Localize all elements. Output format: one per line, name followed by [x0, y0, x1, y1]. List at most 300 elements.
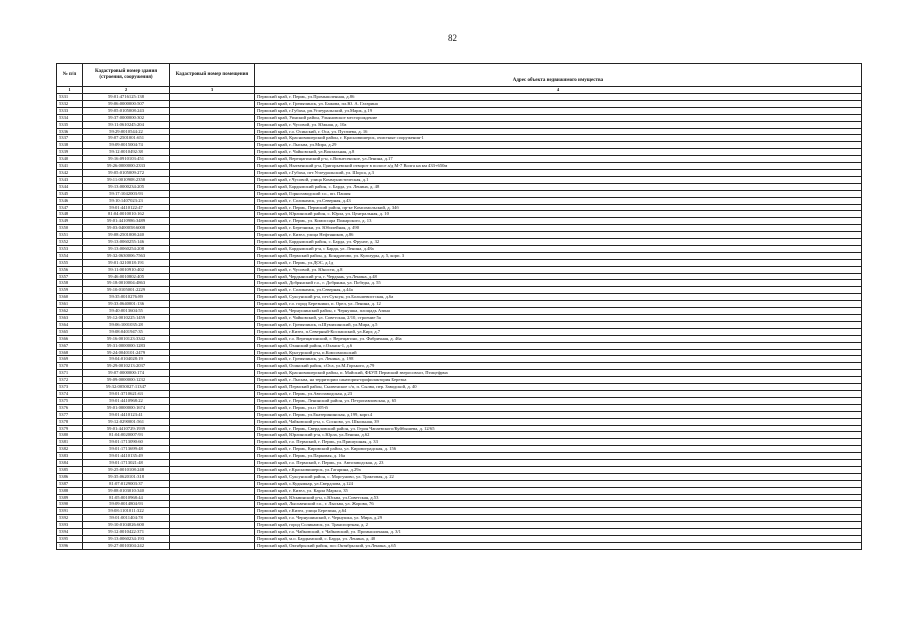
property-address: Пермский край, Нытвенский р-н, Григорьевский отворот в полосе а/д М-7 Волга на км 433+650м	[255, 163, 862, 170]
row-number: 5345	[57, 190, 83, 197]
cadastral-building-number: 59:06:1001035:28	[83, 321, 170, 328]
row-number: 5333	[57, 107, 83, 114]
cadastral-building-number: 59:11:0610245:204	[83, 121, 170, 128]
table-row	[57, 384, 862, 391]
cadastral-room-number	[170, 370, 255, 377]
row-number: 5390	[57, 501, 83, 508]
property-address: Пермский край, Чайковский р-н, с. Сосново, ул. Школьная, 39	[255, 418, 862, 425]
cadastral-building-number: 59:25:0010108:248	[83, 466, 170, 473]
cadastral-building-number: 59:33:0640001:136	[83, 301, 170, 308]
cadastral-building-number: 59:01:0000000:1674	[83, 404, 170, 411]
table-row	[57, 466, 862, 473]
cadastral-building-number: 59:35:0620101:318	[83, 473, 170, 480]
property-address: Пермский край, Пермский район, д. Кондратово, ул. Культуры, д. 5, корп. 3	[255, 252, 862, 259]
table-row	[57, 411, 862, 418]
cadastral-room-number	[170, 273, 255, 280]
row-number: 5380	[57, 432, 83, 439]
cadastral-building-number: 81:05:0010968:44	[83, 494, 170, 501]
cadastral-building-number: 59:18:0010004:4863	[83, 280, 170, 287]
row-number: 5336	[57, 128, 83, 135]
table-row	[57, 273, 862, 280]
row-number: 5385	[57, 466, 83, 473]
table-row	[57, 232, 862, 239]
cadastral-building-number: 59:03:0400058:6008	[83, 225, 170, 232]
cadastral-room-number	[170, 266, 255, 273]
cadastral-building-number: 59:06:0000000:507	[83, 100, 170, 107]
property-address: Пермский край, Осинский район, г.Оса, ул.М.Горького, д.79	[255, 363, 862, 370]
table-row	[57, 356, 862, 363]
row-number: 5347	[57, 204, 83, 211]
cadastral-room-number	[170, 377, 255, 384]
cadastral-room-number	[170, 308, 255, 315]
table-row	[57, 301, 862, 308]
cadastral-room-number	[170, 404, 255, 411]
table-row	[57, 460, 862, 467]
cadastral-room-number	[170, 363, 255, 370]
cadastral-building-number: 59:10:1407023:23	[83, 197, 170, 204]
cadastral-building-number: 59:40:0013604:55	[83, 308, 170, 315]
table-row	[57, 107, 862, 114]
header-num: № п/п	[57, 64, 83, 87]
property-address: Пермский край, г. Лысьва, ул.Мира, д.29	[255, 142, 862, 149]
cadastral-room-number	[170, 183, 255, 190]
row-number: 5377	[57, 411, 83, 418]
table-row	[57, 225, 862, 232]
cadastral-room-number	[170, 94, 255, 101]
property-address: Пермский край, Юрлинский р-н, с.Юрла, ул.Ленина, д.62	[255, 432, 862, 439]
header-address: Адрес объекта недвижимого имущества	[255, 64, 862, 87]
row-number: 5359	[57, 287, 83, 294]
row-number: 5342	[57, 169, 83, 176]
column-number: 4	[255, 87, 862, 94]
cadastral-building-number: 59:01:4410123:41	[83, 411, 170, 418]
property-address: Пермский край, г. Соликамск, ул.Северная, д.44а	[255, 287, 862, 294]
row-number: 5392	[57, 515, 83, 522]
property-address: Пермский край, г. Чусовой, ул. Южная, д. 10а	[255, 121, 862, 128]
cadastral-building-number: 59:07:2501001:651	[83, 135, 170, 142]
cadastral-room-number	[170, 294, 255, 301]
property-address: Пермский край, г.о. Чернушинский, г. Чернушка, ул. Мира, д.29	[255, 515, 862, 522]
row-number: 5391	[57, 508, 83, 515]
cadastral-building-number: 59:05:0105008:243	[83, 107, 170, 114]
property-address: Пермский край, г. Пермь, ул.Автозаводская, д.23	[255, 390, 862, 397]
table-row	[57, 321, 862, 328]
cadastral-building-number: 59:01:4716125:138	[83, 94, 170, 101]
table-row	[57, 418, 862, 425]
cadastral-building-number: 59:12:0010422:371	[83, 529, 170, 536]
table-row	[57, 190, 862, 197]
row-number: 5332	[57, 100, 83, 107]
property-address: Пермский край, г.Кизел, п.Северный-Коспашский, ул.Кирг, д.7	[255, 328, 862, 335]
table-row	[57, 494, 862, 501]
table-row	[57, 522, 862, 529]
row-number: 5370	[57, 363, 83, 370]
cadastral-room-number	[170, 508, 255, 515]
cadastral-room-number	[170, 190, 255, 197]
table-row	[57, 287, 862, 294]
row-number: 5393	[57, 522, 83, 529]
table-row	[57, 266, 862, 273]
row-number: 5389	[57, 494, 83, 501]
property-address: Пермский край, г. Пермь, ул.Промышленная, д.86	[255, 94, 862, 101]
property-address: Пермский край, Горнозаводский г.о., пп. Пашия	[255, 190, 862, 197]
property-address: Пермский край, г. Пермь, ул.Парковая, д. 16а	[255, 453, 862, 460]
property-address: Пермский край, город Соликамск, ул. Транспортная, д. 2	[255, 522, 862, 529]
cadastral-room-number	[170, 425, 255, 432]
cadastral-room-number	[170, 121, 255, 128]
cadastral-room-number	[170, 149, 255, 156]
cadastral-room-number	[170, 321, 255, 328]
table-row	[57, 335, 862, 342]
table-row	[57, 294, 862, 301]
cadastral-room-number	[170, 328, 255, 335]
cadastral-building-number: 59:29:0010213:2037	[83, 363, 170, 370]
property-address: Пермский край, г. Пермь, ул.п 105-й	[255, 404, 862, 411]
property-address: Пермский край, Добрянский г.о., г. Добрянка, ул. Победы, д. 55	[255, 280, 862, 287]
row-number: 5348	[57, 211, 83, 218]
cadastral-room-number	[170, 287, 255, 294]
table-row	[57, 204, 862, 211]
cadastral-building-number: 59:08:0103010:340	[83, 487, 170, 494]
table-row	[57, 425, 862, 432]
cadastral-building-number: 59:07:0000000:174	[83, 370, 170, 377]
cadastral-room-number	[170, 169, 255, 176]
cadastral-building-number: 59:32:0630006:7563	[83, 252, 170, 259]
row-number: 5382	[57, 446, 83, 453]
table-row	[57, 453, 862, 460]
cadastral-room-number	[170, 156, 255, 163]
row-number: 5338	[57, 142, 83, 149]
row-number: 5339	[57, 149, 83, 156]
table-row	[57, 515, 862, 522]
cadastral-building-number: 59:01:4410968:22	[83, 397, 170, 404]
table-row	[57, 473, 862, 480]
table-body	[57, 94, 862, 550]
cadastral-building-number: 59:04:0104028:19	[83, 356, 170, 363]
row-number: 5383	[57, 453, 83, 460]
cadastral-room-number	[170, 218, 255, 225]
property-address: Пермский край, г. Гремячинск, ул. Бажова, пл.Ю. А. Гагарина	[255, 100, 862, 107]
property-address: Пермский край, г. Пермь, Кировский район, ул. Кировоградская, д. 156	[255, 446, 862, 453]
property-address: Пермский край, Кунгурский р-н, п.Комсомольский	[255, 349, 862, 356]
table-row	[57, 536, 862, 543]
column-number: 1	[57, 87, 83, 94]
property-address: Пермский край, г.о. Верещагинский, г. Верещагино, ул. Фабричная, д. 46а	[255, 335, 862, 342]
property-address: Пермский край, г. Чайковский, ул. Советская, 2/10, строение 5а	[255, 315, 862, 322]
property-address: Пермский край, Бардымский район, с. Барда, ул. Фрунзе, д. 32	[255, 239, 862, 246]
cadastral-room-number	[170, 315, 255, 322]
cadastral-building-number: 81:07:0129003:37	[83, 480, 170, 487]
cadastral-room-number	[170, 142, 255, 149]
cadastral-building-number: 59:01:3710621:63	[83, 390, 170, 397]
table-row	[57, 114, 862, 121]
row-number: 5373	[57, 384, 83, 391]
cadastral-room-number	[170, 356, 255, 363]
cadastral-room-number	[170, 542, 255, 549]
cadastral-building-number: 81:04:0020007:93	[83, 432, 170, 439]
cadastral-building-number: 59:32:0050027:11347	[83, 384, 170, 391]
cadastral-building-number: 59:01:3210018:191	[83, 259, 170, 266]
row-number: 5344	[57, 183, 83, 190]
cadastral-building-number: 59:09:0015004:74	[83, 142, 170, 149]
property-address: Пермский край, Юрлинский район, с. Юрла, ул. Центральная, д. 10	[255, 211, 862, 218]
property-address: Пермский край, г.о. Осинский, г. Оса, ул. Пугачева, д. 16	[255, 128, 862, 135]
property-address: Пермский край, Бардымский район, с. Барда, ул. Ленина, д. 48	[255, 183, 862, 190]
cadastral-building-number: 59:27:0010304:242	[83, 542, 170, 549]
property-address: Пермский край, г. Пермь, ул. Комиссара Пожарского, д. 13	[255, 218, 862, 225]
property-address: Пермский край, Суксунский р-н, пгт.Суксун, ул.Большевистская, д.6а	[255, 294, 862, 301]
cadastral-room-number	[170, 225, 255, 232]
cadastral-room-number	[170, 107, 255, 114]
table-row	[57, 149, 862, 156]
cadastral-building-number: 59:01:4410986:3489	[83, 218, 170, 225]
row-number: 5353	[57, 245, 83, 252]
table-row	[57, 176, 862, 183]
row-number: 5387	[57, 480, 83, 487]
row-number: 5358	[57, 280, 83, 287]
table-row	[57, 308, 862, 315]
cadastral-room-number	[170, 211, 255, 218]
row-number: 5374	[57, 390, 83, 397]
row-number: 5349	[57, 218, 83, 225]
row-number: 5335	[57, 121, 83, 128]
cadastral-room-number	[170, 100, 255, 107]
page-number: 82	[448, 33, 457, 43]
table-row	[57, 245, 862, 252]
row-number: 5371	[57, 370, 83, 377]
property-address: Пермский край, Верещагинский р-н, с.Вознесенское, ул.Ленина, д.17	[255, 156, 862, 163]
row-number: 5388	[57, 487, 83, 494]
cadastral-building-number: 59:37:0000000:302	[83, 114, 170, 121]
cadastral-building-number: 59:01:0011404:78	[83, 515, 170, 522]
row-number: 5378	[57, 418, 83, 425]
table-row	[57, 169, 862, 176]
row-number: 5384	[57, 460, 83, 467]
table-row	[57, 239, 862, 246]
row-number: 5379	[57, 425, 83, 432]
table-row	[57, 197, 862, 204]
table-row	[57, 342, 862, 349]
property-address: Пермский край, Юсьвинский р-н, с.Юсьва, ул.Советская, д.53	[255, 494, 862, 501]
cadastral-room-number	[170, 204, 255, 211]
property-address: Пермский край, г. Пермь, Ленинский район, ул. Петропавловская, д. 65	[255, 397, 862, 404]
table-row	[57, 259, 862, 266]
cadastral-room-number	[170, 232, 255, 239]
cadastral-room-number	[170, 128, 255, 135]
row-number: 5363	[57, 315, 83, 322]
cadastral-building-number: 59:26:0000000:2333	[83, 163, 170, 170]
table-row	[57, 121, 862, 128]
cadastral-room-number	[170, 259, 255, 266]
cadastral-room-number	[170, 453, 255, 460]
cadastral-building-number: 59:01:1713021:48	[83, 460, 170, 467]
cadastral-room-number	[170, 411, 255, 418]
row-number: 5337	[57, 135, 83, 142]
property-address: Пермский край, Пермский район, Сылвенское с/п, п. Сылва, пер. Заводской, д. 40	[255, 384, 862, 391]
property-address: Пермский край, г. Кизел, улица Нефтяников, д.86	[255, 232, 862, 239]
property-address: Пермский край, г.о. город Березники, п. Орел, ул. Ленина, д. 12	[255, 301, 862, 308]
cadastral-room-number	[170, 397, 255, 404]
header-cadastral-room: Кадастровый номер помещения	[170, 64, 255, 87]
cadastral-room-number	[170, 480, 255, 487]
cadastral-building-number: 59:31:0000000:1283	[83, 342, 170, 349]
property-address: Пермский край, г.о. Пермский, г. Пермь, ул.Пришушная, д. 33	[255, 439, 862, 446]
table-row	[57, 404, 862, 411]
row-number: 5376	[57, 404, 83, 411]
cadastral-room-number	[170, 522, 255, 529]
cadastral-building-number: 59:13:0060234:193	[83, 536, 170, 543]
cadastral-room-number	[170, 301, 255, 308]
table-row	[57, 163, 862, 170]
property-address: Пермский край, г. Гремячинск, п.Шумихинский, ул.Мира, д.5	[255, 321, 862, 328]
table-row	[57, 432, 862, 439]
property-address: Пермский край, Суксунский район, с. Моргуново, ул. Трактовая, д. 22	[255, 473, 862, 480]
row-number: 5341	[57, 163, 83, 170]
row-number: 5366	[57, 335, 83, 342]
row-number: 5351	[57, 232, 83, 239]
table-row	[57, 156, 862, 163]
cadastral-room-number	[170, 349, 255, 356]
table-row	[57, 529, 862, 536]
property-address: Пермский край, г.Кизел, улица Березина, д.64	[255, 508, 862, 515]
cadastral-building-number: 59:11:0010910:402	[83, 266, 170, 273]
header-cadastral-building: Кадастровый номер здания (строения, сооружения)	[83, 64, 170, 87]
table-row	[57, 211, 862, 218]
row-number: 5369	[57, 356, 83, 363]
cadastral-building-number: 59:13:0060254:208	[83, 245, 170, 252]
column-number: 3	[170, 87, 255, 94]
property-address: Пермский край, г. Пермь, Пермский район, пр-кт Комсомольский, д. 34б	[255, 204, 862, 211]
property-address: Пермский край, Бардымский р-н, с Барда, ул. Ленина, д.48а	[255, 245, 862, 252]
cadastral-room-number	[170, 536, 255, 543]
row-number: 5372	[57, 377, 83, 384]
table-row	[57, 183, 862, 190]
table-row	[57, 480, 862, 487]
table-row	[57, 252, 862, 259]
row-number: 5355	[57, 259, 83, 266]
cadastral-room-number	[170, 342, 255, 349]
property-address: Пермский край, г. Пермь, ул.ДОС, д.1д	[255, 259, 862, 266]
cadastral-building-number: 81:04:0010010:162	[83, 211, 170, 218]
cadastral-building-number: 59:11:0010908:2358	[83, 176, 170, 183]
cadastral-room-number	[170, 245, 255, 252]
table-row	[57, 377, 862, 384]
row-number: 5395	[57, 536, 83, 543]
table-row	[57, 100, 862, 107]
row-number: 5354	[57, 252, 83, 259]
table-row	[57, 315, 862, 322]
cadastral-room-number	[170, 466, 255, 473]
cadastral-building-number: 59:09:0000000:1232	[83, 377, 170, 384]
cadastral-building-number: 59:12:0010492:38	[83, 149, 170, 156]
cadastral-room-number	[170, 163, 255, 170]
table-row	[57, 370, 862, 377]
cadastral-room-number	[170, 176, 255, 183]
property-address: Пермский край, Красновишерский район, п. Майский, ФБУП Пермский зверосовхоз, Птицефрма	[255, 370, 862, 377]
row-number: 5356	[57, 266, 83, 273]
cadastral-room-number	[170, 280, 255, 287]
property-address: Пермский край, м.о. Бардымский, с. Барда, ул. Ленина, д. 40	[255, 536, 862, 543]
property-address: Пермский край, Оханский район, г.Оханск-1, д.6	[255, 342, 862, 349]
cadastral-building-number: 59:16:0010123:3342	[83, 335, 170, 342]
cadastral-room-number	[170, 439, 255, 446]
table-row	[57, 501, 862, 508]
table-row	[57, 439, 862, 446]
table-row	[57, 280, 862, 287]
cadastral-building-number: 59:09:0014804:93	[83, 501, 170, 508]
cadastral-building-number: 59:05:0105009:272	[83, 169, 170, 176]
property-address: Пермский край, г.Губаха, рп.Углеуральский, ул.Марж, д.19	[255, 107, 862, 114]
row-number: 5361	[57, 301, 83, 308]
row-number: 5375	[57, 397, 83, 404]
cadastral-room-number	[170, 252, 255, 259]
property-address: Пермский край, Октябрьский район, пос.Октябрьский, ул.Ленина, д.65	[255, 542, 862, 549]
row-number: 5340	[57, 156, 83, 163]
row-number: 5386	[57, 473, 83, 480]
cadastral-room-number	[170, 384, 255, 391]
cadastral-room-number	[170, 418, 255, 425]
row-number: 5367	[57, 342, 83, 349]
cadastral-building-number: 59:12:0290001:561	[83, 418, 170, 425]
row-number: 5396	[57, 542, 83, 549]
cadastral-room-number	[170, 460, 255, 467]
table-row	[57, 542, 862, 549]
cadastral-room-number	[170, 473, 255, 480]
table-row	[57, 142, 862, 149]
cadastral-building-number: 59:17:1042003:93	[83, 190, 170, 197]
table-row	[57, 508, 862, 515]
row-number: 5381	[57, 439, 83, 446]
property-address: Пермский край, Лысьвенский г.о., г. Лысьва, ул. Жорова, 76	[255, 501, 862, 508]
cadastral-building-number: 59:29:0010544:22	[83, 128, 170, 135]
cadastral-room-number	[170, 432, 255, 439]
cadastral-room-number	[170, 135, 255, 142]
cadastral-building-number: 59:01:4410729:1939	[83, 425, 170, 432]
cadastral-building-number: 59:12:0010225:1459	[83, 315, 170, 322]
table-row	[57, 349, 862, 356]
row-number: 5365	[57, 328, 83, 335]
property-address: Пермский край, г. Кизел, ул. Карла Маркса, 35	[255, 487, 862, 494]
table-row	[57, 135, 862, 142]
cadastral-room-number	[170, 515, 255, 522]
property-address: Пермский край, Красновишерский район, г. Красновишерск, очистные сооружения-1	[255, 135, 862, 142]
property-address: Пермский край, г.о. Пермский, г. Пермь, ул. Автозаводская, д. 23	[255, 460, 862, 467]
property-address: Пермский край, г.Губаха, пгт.Углеуральский, ул. Шорса, д.3	[255, 169, 862, 176]
row-number: 5343	[57, 176, 83, 183]
row-number: 5352	[57, 239, 83, 246]
column-number: 2	[83, 87, 170, 94]
cadastral-building-number: 59:10:0105001:2229	[83, 287, 170, 294]
cadastral-building-number: 59:01:1713090:60	[83, 439, 170, 446]
cadastral-building-number: 59:24:0040101:2479	[83, 349, 170, 356]
cadastral-building-number: 59:08:2501008:240	[83, 232, 170, 239]
cadastral-building-number: 59:35:0010276:89	[83, 294, 170, 301]
row-number: 5368	[57, 349, 83, 356]
cadastral-room-number	[170, 501, 255, 508]
cadastral-building-number: 59:46:0010802:405	[83, 273, 170, 280]
cadastral-room-number	[170, 487, 255, 494]
table-row	[57, 328, 862, 335]
row-number: 5362	[57, 308, 83, 315]
property-address: Пермский край, г. Чайковский, ул.Вокзальная, д.8	[255, 149, 862, 156]
table-row	[57, 128, 862, 135]
cadastral-room-number	[170, 114, 255, 121]
cadastral-room-number	[170, 390, 255, 397]
table-row	[57, 94, 862, 101]
property-address: Пермский край, г. Соликамск, ул.Северная, д.43	[255, 197, 862, 204]
property-address: Пермский край, г.Красновишерск, ул.Гагарина, д.29а	[255, 466, 862, 473]
cadastral-building-number: 59:13:0060255:146	[83, 239, 170, 246]
